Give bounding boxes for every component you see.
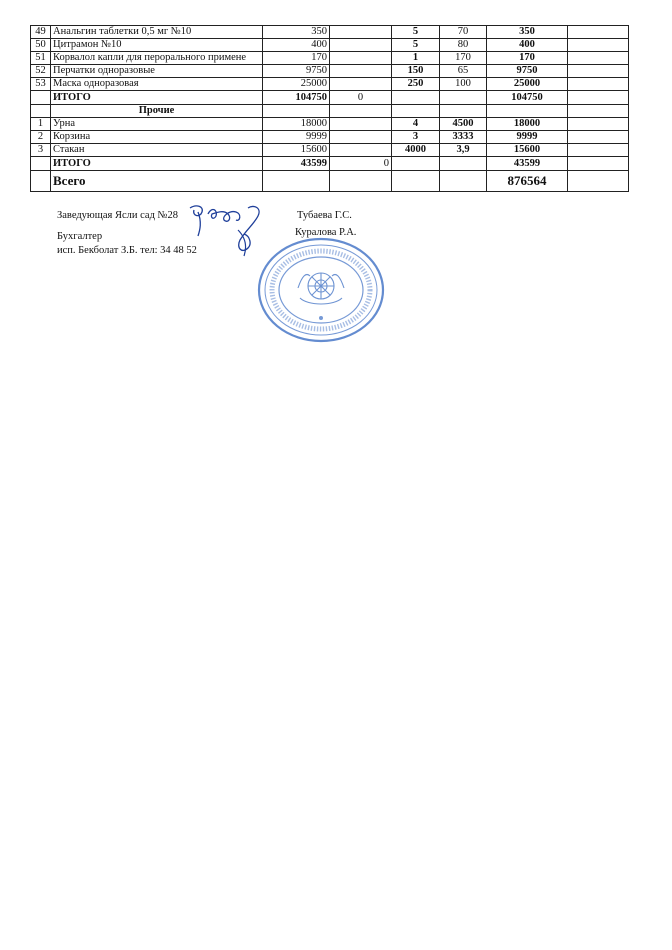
item-quantity: 5 — [392, 39, 440, 52]
section-title: Прочие — [51, 105, 263, 118]
total-zero: 0 — [330, 157, 392, 171]
item-price: 65 — [440, 65, 487, 78]
item-sum: 400 — [487, 39, 568, 52]
head-role: Заведующая Ясли сад №28 — [57, 210, 179, 221]
grand-total-sum: 876564 — [487, 171, 568, 192]
row-number: 53 — [31, 78, 51, 91]
total-label: ИТОГО — [51, 91, 263, 105]
item-name: Цитрамон №10 — [51, 39, 263, 52]
item-quantity: 3 — [392, 131, 440, 144]
item-name: Корзина — [51, 131, 263, 144]
item-quantity: 1 — [392, 52, 440, 65]
table-row — [31, 26, 629, 39]
grand-total-label: Всего — [51, 171, 263, 192]
head-name: Тубаева Г.С. — [297, 210, 352, 221]
item-name: Урна — [51, 118, 263, 131]
table-row — [31, 52, 629, 65]
item-quantity: 5 — [392, 26, 440, 39]
section-header-row — [31, 105, 629, 118]
grand-total-row — [31, 171, 629, 192]
row-number: 52 — [31, 65, 51, 78]
item-sum: 170 — [487, 52, 568, 65]
item-amount: 170 — [263, 52, 330, 65]
item-amount: 18000 — [263, 118, 330, 131]
item-sum: 25000 — [487, 78, 568, 91]
row-number: 51 — [31, 52, 51, 65]
item-price: 70 — [440, 26, 487, 39]
item-amount: 9999 — [263, 131, 330, 144]
row-number: 50 — [31, 39, 51, 52]
item-price: 80 — [440, 39, 487, 52]
total-amount: 104750 — [263, 91, 330, 105]
table-row — [31, 39, 629, 52]
total-sum: 43599 — [487, 157, 568, 171]
item-name: Корвалол капли для перорального примене — [51, 52, 263, 65]
executor-contact: исп. Бекболат З.Б. тел: 34 48 52 — [57, 245, 197, 256]
item-amount: 350 — [263, 26, 330, 39]
item-sum: 15600 — [487, 144, 568, 157]
total-row — [31, 157, 629, 171]
item-price: 3,9 — [440, 144, 487, 157]
item-amount: 9750 — [263, 65, 330, 78]
item-quantity: 250 — [392, 78, 440, 91]
item-sum: 350 — [487, 26, 568, 39]
item-sum: 9750 — [487, 65, 568, 78]
item-name: Анальгин таблетки 0,5 мг №10 — [51, 26, 263, 39]
table-row — [31, 118, 629, 131]
table-row — [31, 78, 629, 91]
accountant-name: Куралова Р.А. — [295, 227, 357, 238]
item-quantity: 150 — [392, 65, 440, 78]
table-row — [31, 144, 629, 157]
accountant-role: Бухгалтер — [57, 231, 103, 242]
item-name: Стакан — [51, 144, 263, 157]
inventory-table — [30, 25, 629, 192]
row-number: 2 — [31, 131, 51, 144]
total-sum: 104750 — [487, 91, 568, 105]
table-row — [31, 65, 629, 78]
total-amount: 43599 — [263, 157, 330, 171]
item-name: Перчатки одноразовые — [51, 65, 263, 78]
total-zero: 0 — [330, 91, 392, 105]
item-price: 4500 — [440, 118, 487, 131]
item-price: 170 — [440, 52, 487, 65]
item-name: Маска одноразовая — [51, 78, 263, 91]
row-number: 49 — [31, 26, 51, 39]
official-stamp-icon — [256, 236, 386, 344]
total-row — [31, 91, 629, 105]
item-amount: 25000 — [263, 78, 330, 91]
item-price: 100 — [440, 78, 487, 91]
item-amount: 400 — [263, 39, 330, 52]
total-label: ИТОГО — [51, 157, 263, 171]
row-number: 3 — [31, 144, 51, 157]
row-number: 1 — [31, 118, 51, 131]
item-quantity: 4 — [392, 118, 440, 131]
item-sum: 18000 — [487, 118, 568, 131]
item-quantity: 4000 — [392, 144, 440, 157]
item-amount: 15600 — [263, 144, 330, 157]
item-sum: 9999 — [487, 131, 568, 144]
item-price: 3333 — [440, 131, 487, 144]
table-row — [31, 131, 629, 144]
